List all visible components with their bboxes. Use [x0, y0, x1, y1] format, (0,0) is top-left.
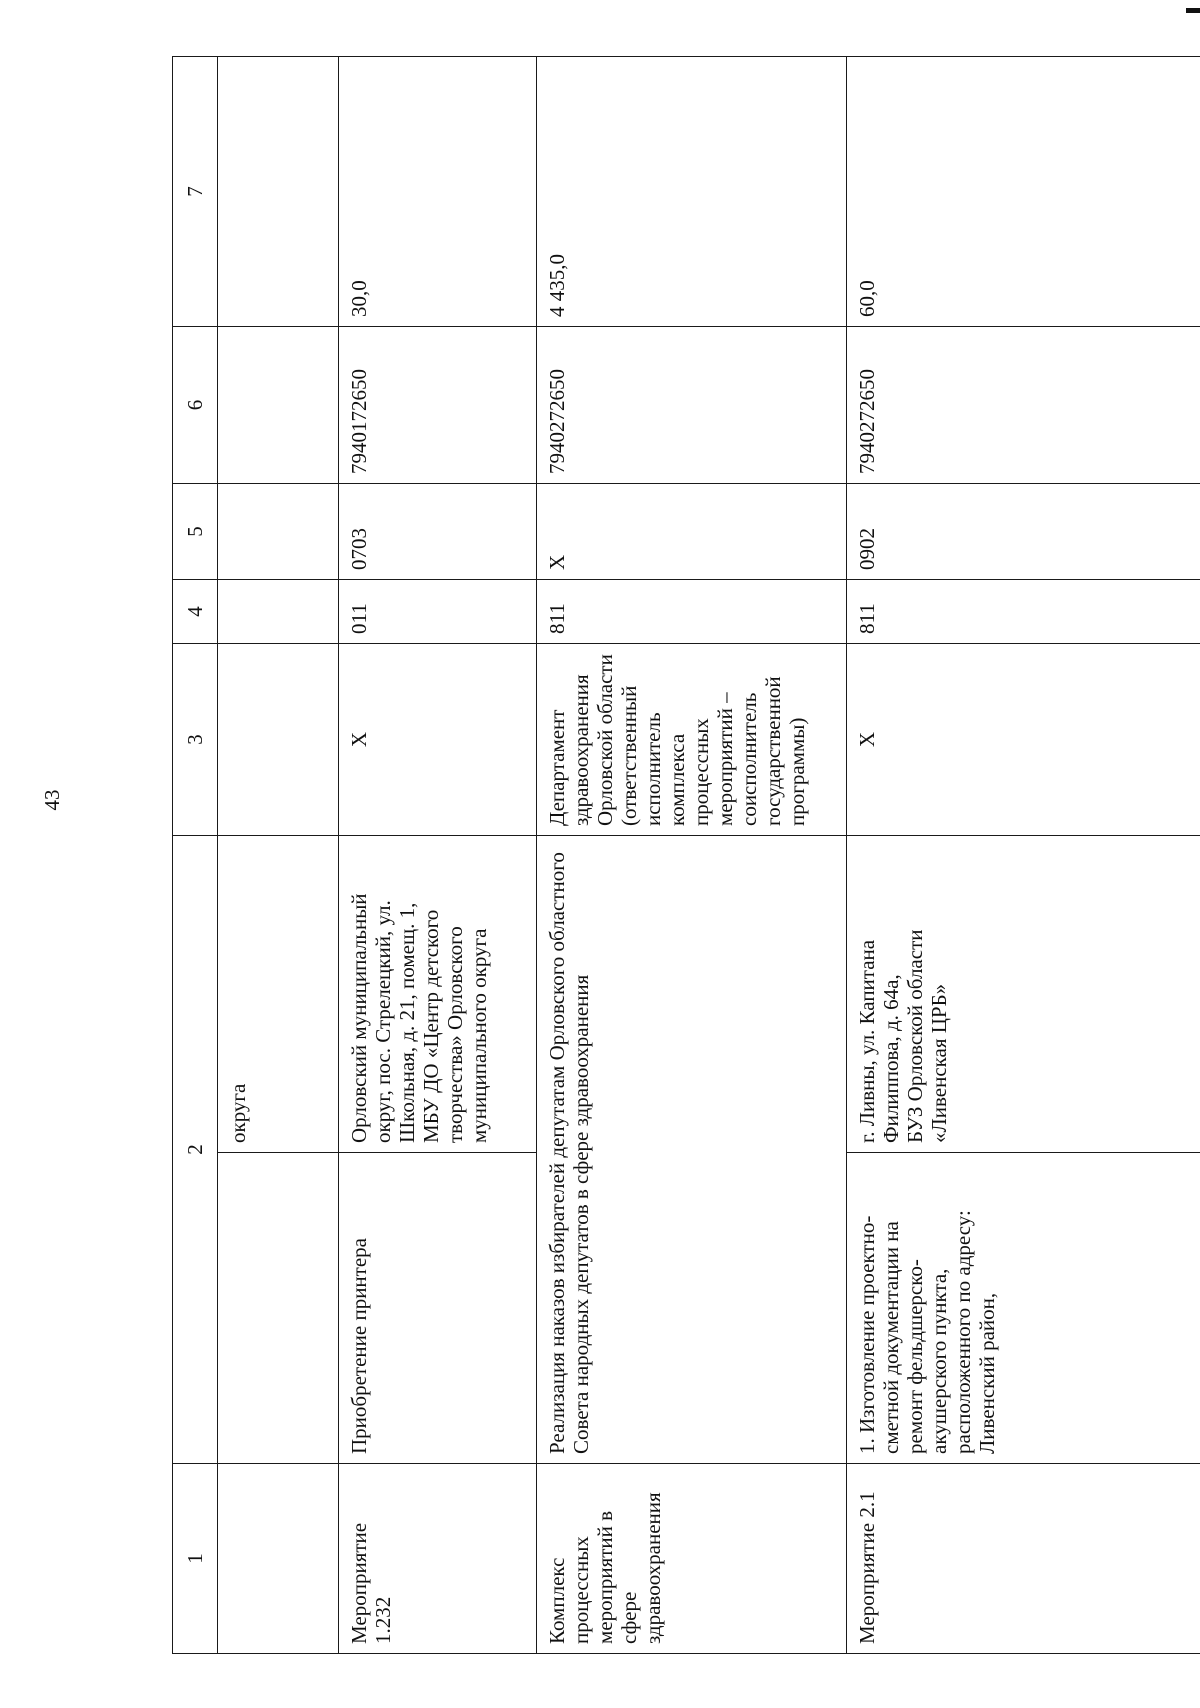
- cell-col5: 0902: [847, 484, 1200, 580]
- cell-col7: 30,0: [339, 57, 537, 327]
- table-row-continued: [218, 57, 339, 1654]
- cell-col6: 7940272650: [847, 327, 1200, 484]
- cell-col3: [218, 644, 339, 836]
- cell-col3: Х: [339, 644, 537, 836]
- cell-col5: [218, 484, 339, 580]
- header-col-5: 5: [173, 484, 218, 580]
- address-text: Орловский муниципальный округ, пос. Стрелецкий, ул. Школьная, д. 21, помещ. 1,: [347, 893, 419, 1143]
- cell-col6: 7940172650: [339, 327, 537, 484]
- rotated-table-wrapper: [172, 57, 1200, 1654]
- page-number: 43: [40, 789, 64, 811]
- cell-name: Приобретение принтера: [339, 1153, 537, 1464]
- header-row: [173, 57, 218, 1654]
- table-row: [537, 57, 847, 1654]
- address-org: МБУ ДО «Центр детского творчества» Орловского муниципального округа: [419, 909, 491, 1143]
- cell-col1: [218, 1464, 339, 1654]
- cell-address: [339, 836, 537, 1153]
- scan-edge-mark: [1186, 8, 1200, 13]
- table-row: [339, 57, 537, 1654]
- header-col-3: 3: [173, 644, 218, 836]
- header-col-2: 2: [173, 836, 218, 1464]
- cell-col3: Департамент здравоохранения Орловской области (ответственный исполнитель комплекса процессных мероприятий – соисполнитель государственной программы): [537, 644, 847, 836]
- cell-col4: 811: [847, 580, 1200, 644]
- cell-name: [218, 1153, 339, 1464]
- cell-address: округа: [218, 836, 339, 1153]
- budget-table: [172, 56, 1200, 1654]
- cell-col4: [218, 580, 339, 644]
- cell-col5: 0703: [339, 484, 537, 580]
- header-col-7: 7: [173, 57, 218, 327]
- cell-name: 1. Изготовление проектно-сметной документации на ремонт фельдшерско-акушерского пункта, расположенного по адресу: Ливенский район,: [847, 1153, 1200, 1464]
- address-org: БУЗ Орловской области «Ливенская ЦРБ»: [903, 929, 951, 1143]
- header-col-1: 1: [173, 1464, 218, 1654]
- cell-col4: 811: [537, 580, 847, 644]
- cell-col4: 011: [339, 580, 537, 644]
- header-col-4: 4: [173, 580, 218, 644]
- cell-col1: Комплекс процессных мероприятий в сфере здравоохранения: [537, 1464, 847, 1654]
- cell-description: Реализация наказов избирателей депутатам Орловского областного Совета народных депутатов в сфере здравоохранения: [537, 836, 847, 1464]
- address-text: г. Ливны, ул. Капитана Филиппова, д. 64а,: [855, 939, 903, 1143]
- header-col-6: 6: [173, 327, 218, 484]
- cell-col7: [218, 57, 339, 327]
- cell-col6: [218, 327, 339, 484]
- cell-address: [847, 836, 1200, 1153]
- cell-col7: 60,0: [847, 57, 1200, 327]
- cell-col7: 4 435,0: [537, 57, 847, 327]
- cell-col1: Мероприятие 1.232: [339, 1464, 537, 1654]
- cell-col6: 7940272650: [537, 327, 847, 484]
- table-row: [847, 57, 1200, 1654]
- cell-col3: Х: [847, 644, 1200, 836]
- cell-col5: Х: [537, 484, 847, 580]
- cell-col1: Мероприятие 2.1: [847, 1464, 1200, 1654]
